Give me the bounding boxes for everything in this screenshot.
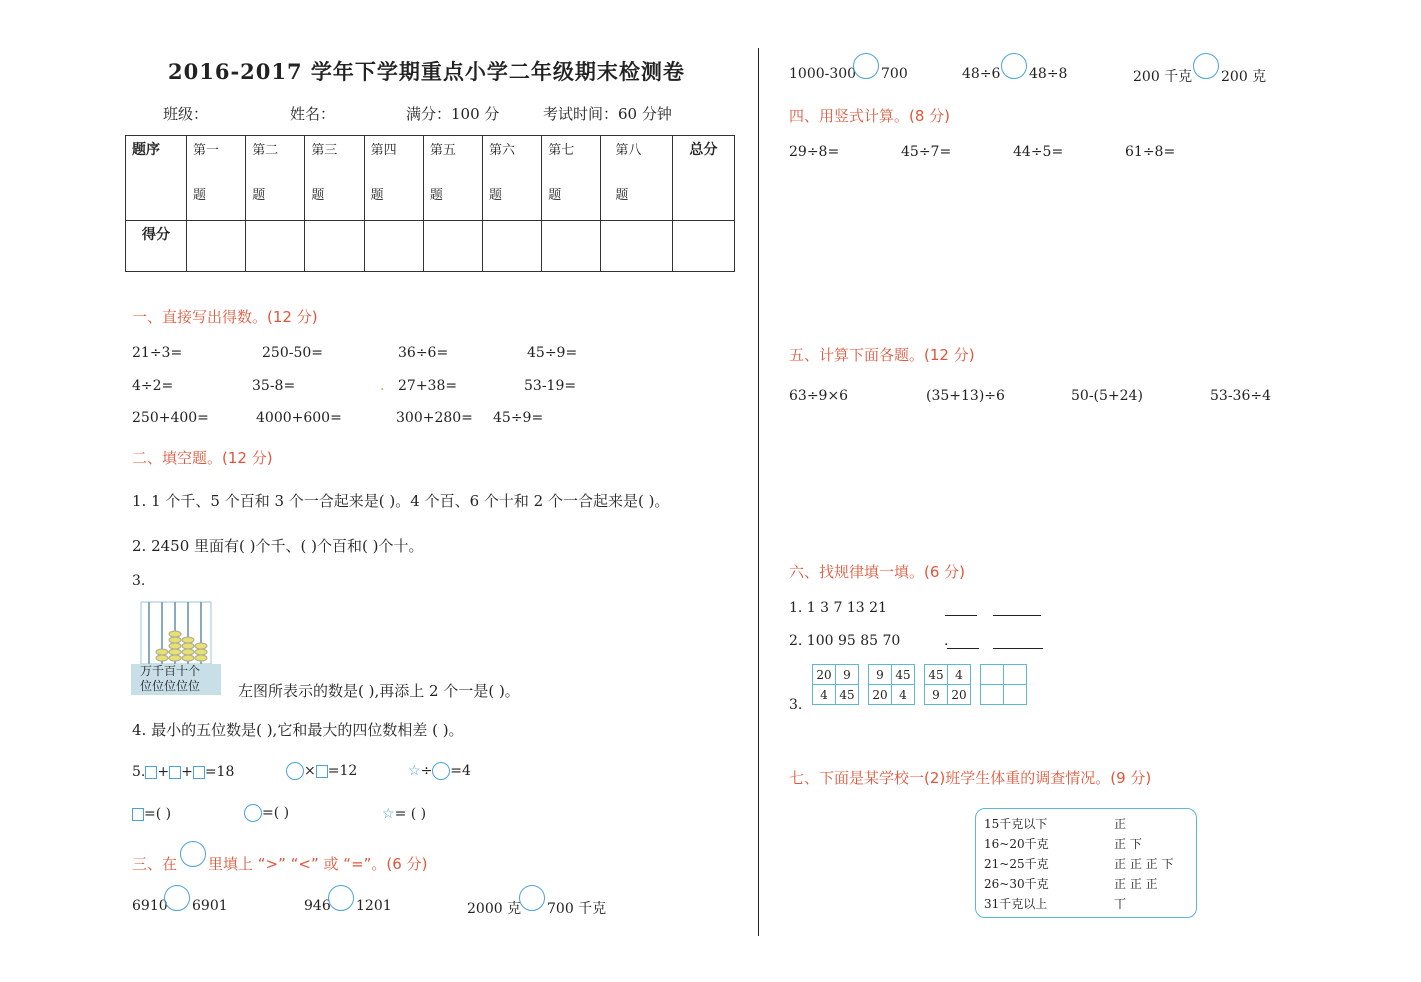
score-col-6: 第六 题 (483, 136, 542, 221)
s4-item: 29÷8= (789, 144, 840, 160)
answer-blank[interactable] (947, 634, 979, 649)
score-col-2: 第二 题 (246, 136, 305, 221)
score-col-7: 第七 题 (542, 136, 601, 221)
compare-answer-circle[interactable] (853, 53, 879, 79)
s1-item: 45÷9= (493, 410, 544, 426)
s5-item: 53-36÷4 (1210, 388, 1271, 404)
section-4-heading: 四、用竖式计算。(8 分) (789, 107, 951, 125)
s1-item: 36÷6= (398, 345, 449, 361)
compare-left: 946 (304, 898, 331, 914)
s5-item: 63÷9×6 (789, 388, 849, 404)
answer-blank[interactable] (945, 601, 977, 616)
number-grid-2: 9 45 20 4 (868, 664, 915, 705)
s6-q2-dot: . (944, 633, 949, 649)
s2-question-3-num: 3. (132, 573, 146, 589)
section-1-heading: 一、直接写出得数。(12 分) (132, 308, 318, 326)
abacus-place-top: 万千百十个 (140, 664, 201, 678)
name-label: 姓名： (290, 105, 336, 123)
circle-symbol (244, 804, 262, 822)
score-cell[interactable] (601, 221, 672, 272)
s1-dot: . (380, 378, 385, 394)
score-cell[interactable] (246, 221, 305, 272)
abacus-image (131, 600, 221, 695)
weight-tally-box: 15千克以下 正 16~20千克 正 下 21~25千克 正 正 正 下 26~30千克 正 正 正 31千克以上 丅 (975, 808, 1197, 918)
star-icon: ☆ (382, 806, 395, 822)
s1-item: 27+38= (398, 378, 458, 394)
compare-right: 1201 (356, 898, 392, 914)
s4-item: 45÷7= (901, 144, 952, 160)
s2-question-5: 5. + + =18 (132, 764, 235, 780)
score-cell[interactable] (187, 221, 246, 272)
s6-question-3: 3. (789, 697, 803, 713)
score-cell[interactable] (542, 221, 601, 272)
compare-answer-circle[interactable] (328, 885, 354, 911)
s5-item: (35+13)÷6 (926, 388, 1005, 404)
s2-question-3-text: 左图所表示的数是( ),再添上 2 个一是( )。 (238, 682, 520, 700)
circle-symbol (286, 762, 304, 780)
s2-answer-circle[interactable]: =( ) (244, 804, 289, 822)
s6-question-1: 1. 1 3 7 13 21 (789, 600, 887, 616)
score-table (125, 135, 735, 272)
compare-right: 48÷8 (1029, 66, 1068, 82)
compare-answer-circle[interactable] (519, 885, 545, 911)
square-symbol (193, 766, 205, 779)
number-grid-3: 45 4 9 20 (924, 664, 971, 705)
compare-answer-circle[interactable] (1001, 53, 1027, 79)
compare-right: 6901 (192, 898, 228, 914)
s1-item: 21÷3= (132, 345, 183, 361)
compare-right: 200 克 (1221, 69, 1267, 85)
s2-q5-num: 5. (132, 764, 146, 780)
score-cell[interactable] (305, 221, 364, 272)
s2-answer-square[interactable]: =( ) (132, 806, 171, 822)
s1-item: 250-50= (262, 345, 323, 361)
score-cell[interactable] (364, 221, 423, 272)
s4-item: 61÷8= (1125, 144, 1176, 160)
s5-item: 50-(5+24) (1071, 388, 1143, 404)
score-row-label: 得分 (126, 221, 187, 272)
exam-time-label: 考试时间：60 分钟 (543, 105, 672, 123)
score-table-corner: 题序 (126, 136, 187, 221)
circle-symbol (432, 762, 450, 780)
compare-left: 6910 (132, 898, 168, 914)
square-symbol (132, 808, 144, 821)
s4-item: 44÷5= (1013, 144, 1064, 160)
page-title: 2016-2017 学年下学期重点小学二年级期末检测卷 (168, 59, 685, 84)
s1-item: 250+400= (132, 410, 209, 426)
s2-question-1: 1. 1 个千、5 个百和 3 个一合起来是( )。4 个百、6 个十和 2 个一合起来是( )。 (132, 492, 670, 510)
s1-item: 53-19= (524, 378, 577, 394)
s1-item: 4000+600= (256, 410, 342, 426)
answer-blank[interactable] (993, 634, 1043, 649)
section-5-heading: 五、计算下面各题。(12 分) (789, 346, 975, 364)
s2-question-5b: × =12 (286, 762, 357, 780)
score-col-total: 总分 (672, 136, 734, 221)
compare-left: 48÷6 (962, 66, 1001, 82)
section-2-heading: 二、填空题。(12 分) (132, 449, 273, 467)
score-cell[interactable] (672, 221, 734, 272)
square-symbol (316, 765, 328, 778)
score-col-5: 第五 题 (423, 136, 482, 221)
number-grid-answer[interactable] (980, 664, 1027, 705)
s2-question-2: 2. 2450 里面有( )个千、( )个百和( )个十。 (132, 537, 424, 555)
s1-item: 300+280= (396, 410, 473, 426)
s2-question-4: 4. 最小的五位数是( ),它和最大的四位数相差 ( )。 (132, 721, 464, 739)
compare-right: 700 千克 (547, 901, 607, 917)
compare-answer-circle[interactable] (164, 885, 190, 911)
score-cell[interactable] (483, 221, 542, 272)
section-3-heading-a: 三、在 (132, 855, 178, 873)
class-label: 班级： (163, 105, 209, 123)
number-grid-1: 20 9 4 45 (812, 664, 859, 705)
abacus-place-bottom: 位位位位位 (140, 679, 201, 693)
s2-question-5c: ☆÷ =4 (408, 763, 471, 779)
square-symbol (145, 766, 157, 779)
score-col-3: 第三 题 (305, 136, 364, 221)
square-symbol (169, 766, 181, 779)
compare-left: 1000-300 (789, 66, 857, 82)
compare-left: 200 千克 (1133, 69, 1193, 85)
s6-question-2: 2. 100 95 85 70 (789, 633, 901, 649)
compare-right: 700 (881, 66, 908, 82)
answer-blank[interactable] (993, 601, 1041, 616)
section-6-heading: 六、找规律填一填。(6 分) (789, 563, 966, 581)
star-icon: ☆ (408, 763, 421, 779)
compare-circle-icon (180, 841, 206, 867)
score-col-1: 第一 题 (187, 136, 246, 221)
compare-answer-circle[interactable] (1193, 53, 1219, 79)
page-divider (758, 48, 759, 936)
s1-item: 45÷9= (527, 345, 578, 361)
score-col-4: 第四 题 (364, 136, 423, 221)
score-cell[interactable] (423, 221, 482, 272)
s1-item: 35-8= (252, 378, 296, 394)
section-7-heading: 七、下面是某学校一(2)班学生体重的调查情况。(9 分) (789, 769, 1152, 787)
s1-item: 4÷2= (132, 378, 174, 394)
section-3-heading-b: 里填上 “>” “<” 或 “=”。(6 分) (208, 855, 428, 873)
full-score-label: 满分：100 分 (406, 105, 500, 123)
compare-left: 2000 克 (467, 901, 522, 917)
score-col-8: 第八 题 (601, 136, 672, 221)
s2-answer-star[interactable]: ☆= ( ) (382, 806, 427, 822)
